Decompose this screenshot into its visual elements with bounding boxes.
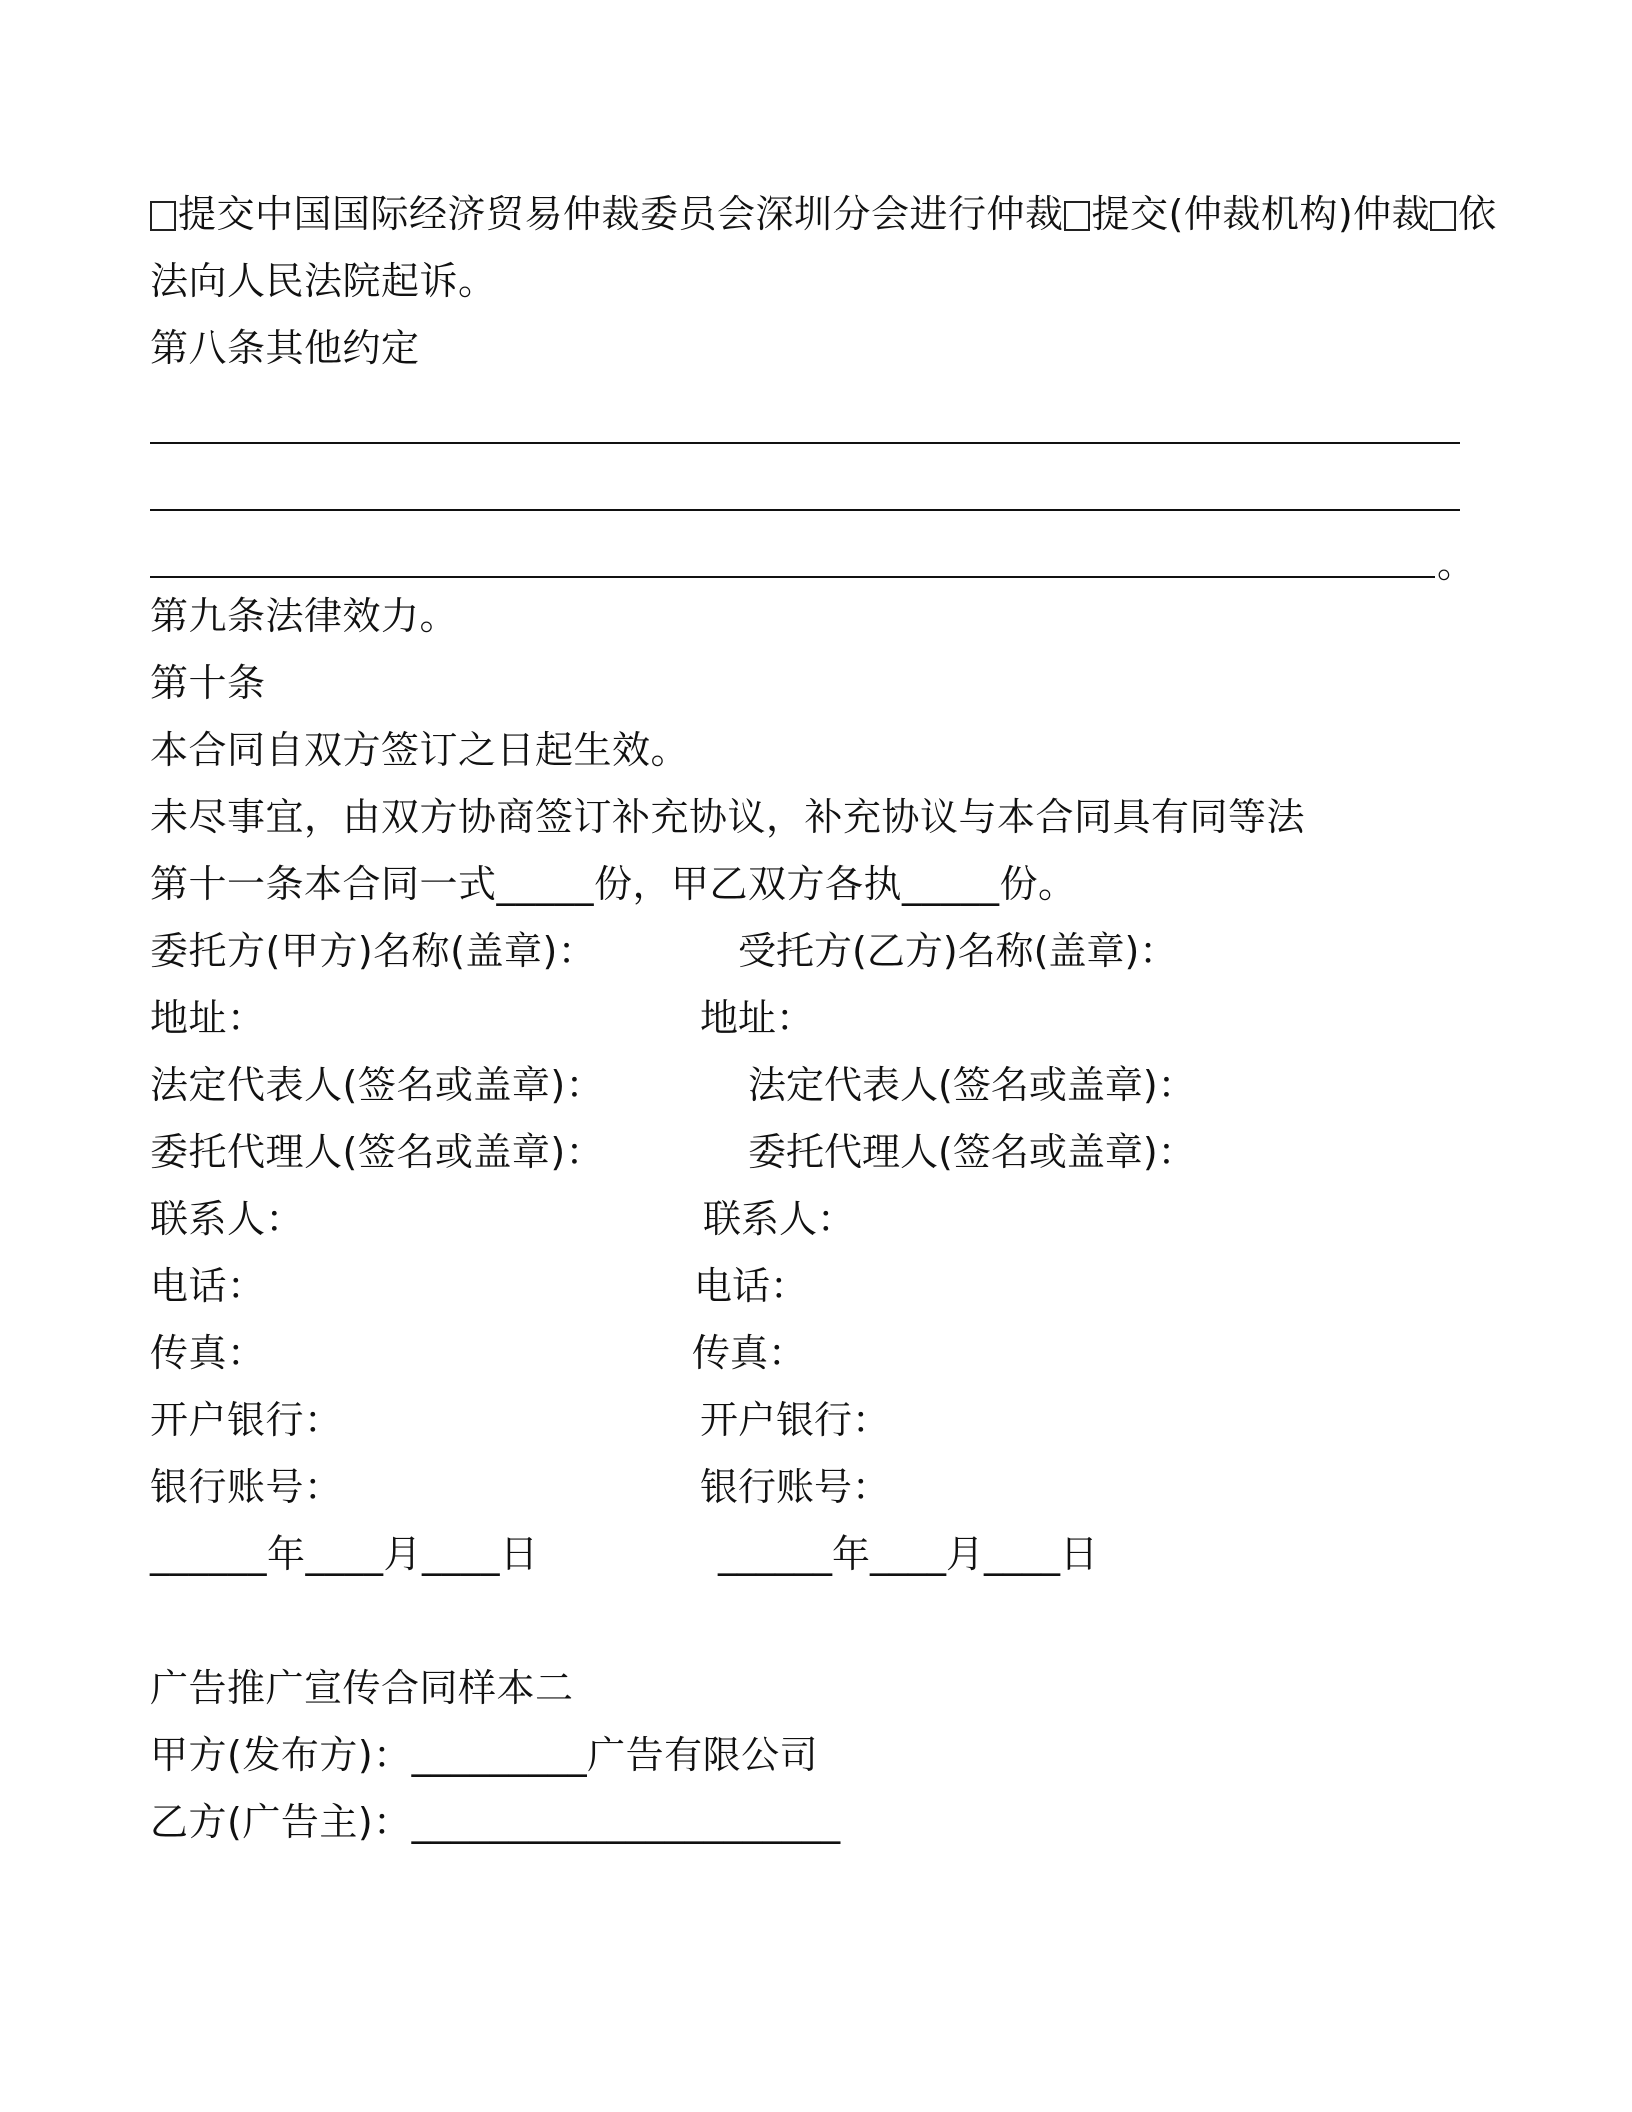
checkbox-arbitration-institution[interactable] bbox=[1064, 201, 1090, 231]
left-party-name-label: 委托方(甲方)名称(盖章)： bbox=[150, 929, 597, 973]
article-10-supplement: 未尽事宜，由双方协商签订补充协议，补充协议与本合同具有同等法 bbox=[150, 795, 1306, 839]
article-10-effective: 本合同自双方签订之日起生效。 bbox=[150, 728, 690, 772]
left-agent-label: 委托代理人(签名或盖章)： bbox=[150, 1130, 605, 1174]
right-address-label: 地址： bbox=[700, 996, 815, 1040]
article-8-title: 第八条其他约定 bbox=[150, 326, 420, 370]
fill-line-2[interactable] bbox=[150, 509, 1460, 511]
party-b-line: 乙方(广告主)：______________________ bbox=[150, 1800, 841, 1844]
right-agent-label: 委托代理人(签名或盖章)： bbox=[748, 1130, 1196, 1174]
left-contact-label: 联系人： bbox=[150, 1197, 305, 1241]
right-legal-rep-label: 法定代表人(签名或盖章)： bbox=[748, 1063, 1196, 1107]
article-9-title: 第九条法律效力。 bbox=[150, 594, 459, 638]
right-contact-label: 联系人： bbox=[703, 1197, 856, 1241]
right-party-name-label: 受托方(乙方)名称(盖章)： bbox=[738, 929, 1178, 973]
left-fax-label: 传真： bbox=[150, 1331, 266, 1375]
left-bank-label: 开户银行： bbox=[150, 1398, 343, 1442]
sample-2-title: 广告推广宣传合同样本二 bbox=[150, 1666, 574, 1710]
arbitration-line-2: 法向人民法院起诉。 bbox=[150, 259, 497, 303]
right-account-label: 银行账号： bbox=[700, 1465, 891, 1509]
party-a-line: 甲方(发布方)：_________广告有限公司 bbox=[150, 1733, 819, 1777]
arbitration-line-1: 提交中国国际经济贸易仲裁委员会深圳分会进行仲裁 提交(仲裁机构)仲裁 依 bbox=[150, 190, 1497, 238]
article-10-title: 第十条 bbox=[150, 661, 266, 705]
left-account-label: 银行账号： bbox=[150, 1465, 343, 1509]
left-phone-label: 电话： bbox=[150, 1264, 266, 1308]
fill-line-end-mark: 。 bbox=[1437, 542, 1476, 586]
fill-line-1[interactable] bbox=[150, 442, 1460, 444]
left-date-line: ______年____月____日 bbox=[150, 1532, 539, 1576]
left-legal-rep-label: 法定代表人(签名或盖章)： bbox=[150, 1063, 605, 1107]
checkbox-court[interactable] bbox=[1430, 201, 1456, 231]
left-address-label: 地址： bbox=[150, 996, 266, 1040]
right-phone-label: 电话： bbox=[694, 1264, 809, 1308]
fill-line-3[interactable] bbox=[150, 576, 1435, 578]
right-bank-label: 开户银行： bbox=[700, 1398, 891, 1442]
article-11-copies: 第十一条本合同一式_____份，甲乙双方各执_____份。 bbox=[150, 862, 1077, 906]
right-date-line: ______年____月____日 bbox=[718, 1532, 1099, 1576]
checkbox-cietac[interactable] bbox=[150, 201, 176, 231]
right-fax-label: 传真： bbox=[692, 1331, 807, 1375]
